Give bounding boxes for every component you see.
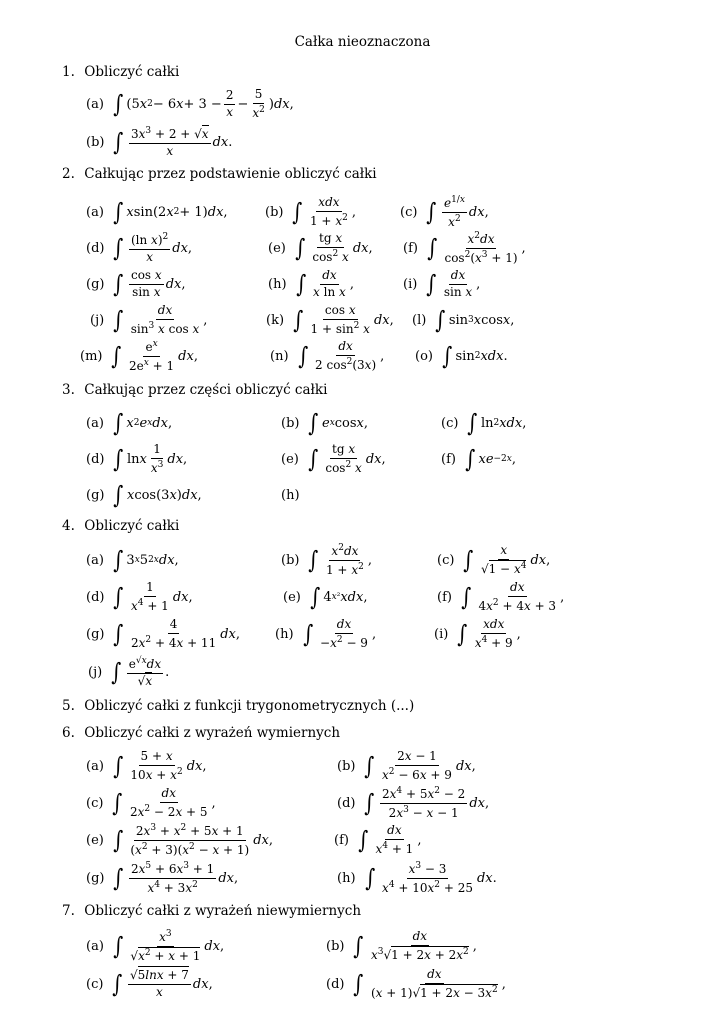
exercise-2k: (k) ∫ cos x $1 + \sin^2 x$ dx ,	[266, 302, 394, 336]
exercise-7d: (d) ∫ dx $(x + 1)√1 + 2x - 3x^2$ ,	[326, 966, 506, 1000]
exercise-1a: (a) ∫ (5 x 2 − 6 x + 3 − 2 x − 5 $x^2$ ) dx ,	[86, 86, 294, 120]
exercise-row	[0, 194, 725, 230]
exercise-row	[0, 579, 725, 615]
exercise-row	[0, 860, 725, 896]
exercise-2g: (g) ∫ cos x sin x dx ,	[86, 267, 186, 299]
exercise-3e: (e) ∫ tg x $\cos^2 x$ dx ,	[281, 441, 386, 475]
exercise-4i: (i) ∫ xdx $x^4 + 9$ ,	[434, 616, 521, 650]
exercise-2l: (l) ∫ sin 3 x cos x ,	[412, 306, 515, 334]
exercise-6a: (a) ∫ 5 + x $10x + x^2$ dx ,	[86, 748, 207, 782]
exercise-6b: (b) ∫ 2x − 1 $x^2 - 6x + 9$ dx ,	[337, 748, 476, 782]
exercise-7a: (a) ∫ $x^3$ $√x^2 + x + 1$ dx ,	[86, 928, 225, 963]
exercise-3d: (d) ∫ ln x 1 $x^3$ dx ,	[86, 441, 188, 475]
section-4-heading: 4. Obliczyć całki	[62, 518, 180, 534]
page-title: Całka nieoznaczona	[294, 34, 431, 50]
exercise-row	[0, 928, 725, 964]
exercise-row	[0, 542, 725, 578]
exercise-2d: (d) ∫ (ln x)$^2$ x dx ,	[86, 231, 193, 264]
exercise-row	[0, 405, 725, 441]
exercise-4j: (j) ∫ $e^{√x}dx$ √x .	[88, 655, 170, 688]
exercise-3a: (a) ∫ x 2 e x dx ,	[86, 409, 173, 437]
exercise-4e: (e) ∫ 4 x² xdx ,	[283, 583, 368, 611]
exercise-6f: (f) ∫ dx $x^4 + 1$ ,	[334, 822, 422, 856]
exercise-6c: (c) ∫ dx $2x^2 - 2x + 5$ ,	[86, 785, 216, 819]
exercise-row	[0, 654, 725, 690]
exercise-2i: (i) ∫ dx sin x ,	[403, 267, 481, 299]
exercise-row	[0, 616, 725, 652]
exercise-7c: (c) ∫ √5lnx + 7 x dx ,	[86, 967, 213, 999]
exercise-row	[0, 230, 725, 266]
exercise-2m: (m) ∫ $e^x$ $2e^x + 1$ dx ,	[80, 338, 198, 373]
section-3-heading: 3. Całkując przez części obliczyć całki	[62, 382, 328, 398]
exercise-3b: (b) ∫ e x cos x ,	[281, 409, 369, 437]
exercise-2e: (e) ∫ tg x $\cos^2 x$ dx ,	[268, 230, 373, 264]
section-6-heading: 6. Obliczyć całki z wyrażeń wymiernych	[62, 725, 341, 741]
exercise-3f: (f) ∫ xe −2x ,	[441, 445, 517, 473]
exercise-4f: (f) ∫ dx $4x^2 + 4x + 3$ ,	[437, 579, 565, 613]
exercise-3h: (h)	[281, 487, 300, 503]
section-7-heading: 7. Obliczyć całki z wyrażeń niewymiernych	[62, 903, 362, 919]
exercise-row	[0, 822, 725, 858]
exercise-4d: (d) ∫ 1 $x^4 + 1$ dx ,	[86, 579, 193, 613]
exercise-6g: (g) ∫ $2x^5 + 6x^3 + 1$ $x^4 + 3x^2$ dx ,	[86, 860, 239, 895]
exercise-3g: (g) ∫ x cos(3 x ) dx ,	[86, 481, 202, 509]
exercise-row	[0, 266, 725, 302]
exercise-2b: (b) ∫ xdx $1 + x^2$ ,	[265, 194, 356, 228]
exercise-row	[0, 86, 725, 122]
exercise-4a: (a) ∫ 3 x 5 2x dx ,	[86, 546, 179, 574]
exercise-2h: (h) ∫ dx x ln x ,	[268, 267, 354, 299]
exercise-1b: (b) ∫ $3x^3 + 2 + √x$ x dx .	[86, 125, 233, 158]
exercise-4c: (c) ∫ x $√1 - x^4$ dx ,	[437, 542, 551, 576]
exercise-6d: (d) ∫ $2x^4 + 5x^2 - 2$ $2x^3 - x - 1$ dx ,	[337, 785, 490, 820]
section-1-heading: 1. Obliczyć całki	[62, 64, 180, 80]
exercise-2n: (n) ∫ dx 2 $\cos^2(3x)$ ,	[270, 338, 385, 372]
section-2-heading: 2. Całkując przez podstawienie obliczyć całki	[62, 166, 377, 182]
exercise-2c: (c) ∫ $e^{1/x}$ $x^2$ dx ,	[400, 194, 489, 229]
exercise-3c: (c) ∫ ln 2 xdx ,	[441, 409, 527, 437]
exercise-row	[0, 338, 725, 374]
exercise-4g: (g) ∫ 4 $2x^2 + 4x + 11$ dx ,	[86, 616, 240, 650]
exercise-2a: (a) ∫ x sin(2 x 2 + 1) dx ,	[86, 198, 228, 226]
exercise-row	[0, 785, 725, 821]
exercise-row	[0, 441, 725, 477]
exercise-2f: (f) ∫ $x^2dx$ $\cos^2(x^3 + 1)$ ,	[403, 230, 526, 265]
exercise-6h: (h) ∫ $x^3 - 3$ $x^4 + 10x^2 + 25$ dx .	[337, 860, 497, 895]
exercise-row	[0, 748, 725, 784]
exercise-2j: (j) ∫ dx $\sin^3 x$ cos x ,	[90, 302, 208, 336]
exercise-4h: (h) ∫ dx $-x^2 - 9$ ,	[275, 616, 377, 650]
exercise-4b: (b) ∫ $x^2dx$ $1 + x^2$ ,	[281, 542, 372, 577]
exercise-2o: (o) ∫ sin 2 xdx .	[415, 342, 508, 370]
exercise-row	[0, 124, 725, 160]
exercise-row	[0, 477, 725, 513]
exercise-7b: (b) ∫ dx $x^3√1 + 2x + 2x^2$ ,	[326, 928, 477, 962]
section-5-heading: 5. Obliczyć całki z funkcji trygonometrycznych (...)	[62, 698, 415, 714]
exercise-row	[0, 966, 725, 1002]
exercise-row	[0, 302, 725, 338]
exercise-6e: (e) ∫ $2x^3 + x^2 + 5x + 1$ $(x^2 + 3)(x^2 - x + 1)$ dx ,	[86, 822, 274, 857]
